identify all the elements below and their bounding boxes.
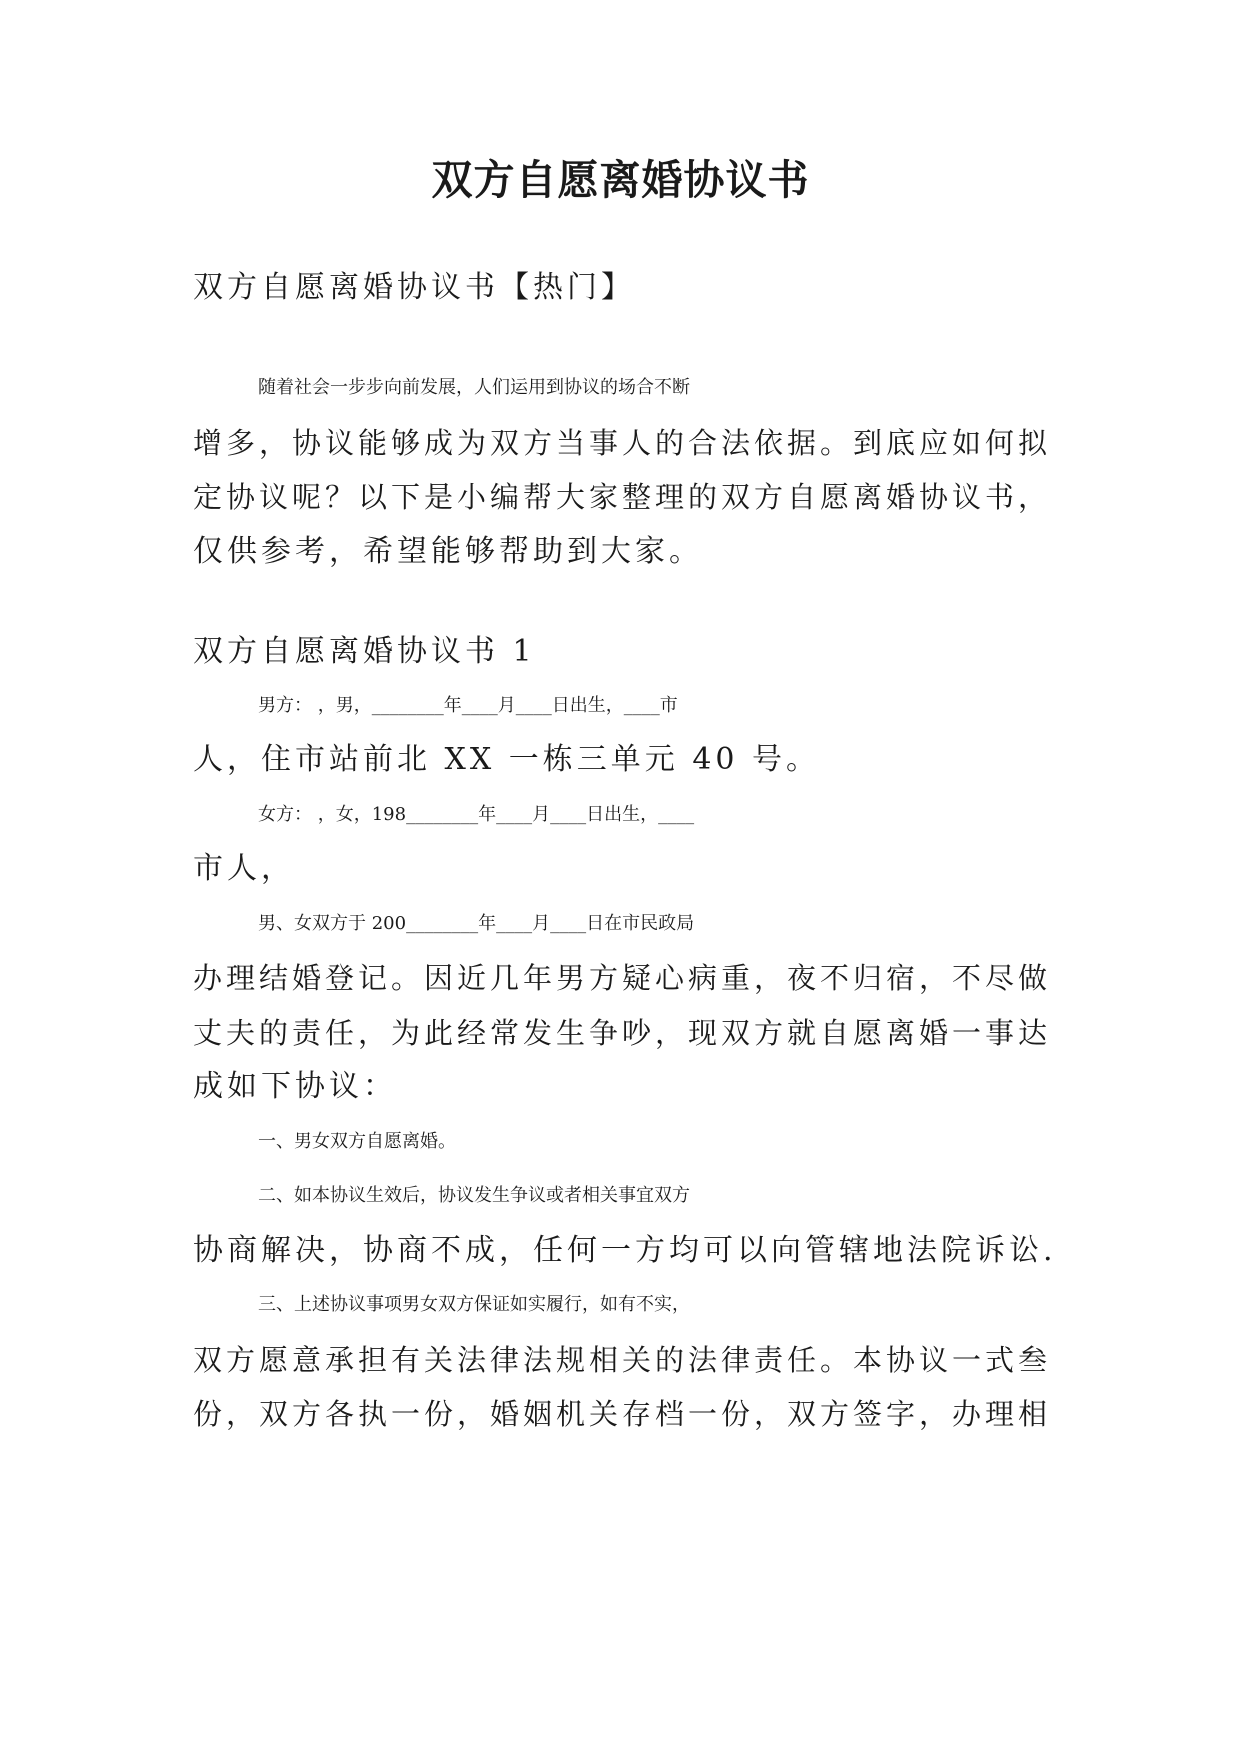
clause-3-line-2: 双方愿意承担有关法律法规相关的法律责任。本协议一式叁 [193, 1343, 1052, 1377]
male-party-line-2: 人，住市站前北 XX 一栋三单元 40 号。 [193, 742, 821, 777]
female-party-line-2: 市人， [193, 851, 295, 886]
document-subtitle: 双方自愿离婚协议书【热门】 [193, 270, 635, 305]
clause-1-line-1: 一、男女双方自愿离婚。 [258, 1131, 456, 1152]
intro-line-1: 随着社会一步步向前发展，人们运用到协议的场合不断 [258, 377, 690, 398]
clause-2-line-1: 二、如本协议生效后，协议发生争议或者相关事宜双方 [258, 1185, 690, 1206]
female-party-line-1: 女方： ，女，198________年____月____日出生，____ [258, 804, 695, 825]
background-line-4: 成如下协议： [193, 1069, 397, 1104]
document-title: 双方自愿离婚协议书 [431, 156, 810, 204]
background-line-2: 办理结婚登记。因近几年男方疑心病重，夜不归宿，不尽做 [193, 961, 1052, 995]
clause-3-line-1: 三、上述协议事项男女双方保证如实履行，如有不实， [258, 1294, 690, 1315]
male-party-line-1: 男方： ，男，________年____月____日出生，____市 [258, 695, 678, 716]
background-line-1: 男、女双方于 200________年____月____日在市民政局 [258, 913, 695, 934]
intro-line-4: 仅供参考，希望能够帮助到大家。 [193, 534, 703, 569]
background-line-3: 丈夫的责任，为此经常发生争吵，现双方就自愿离婚一事达 [193, 1016, 1052, 1050]
intro-line-2: 增多，协议能够成为双方当事人的合法依据。到底应如何拟 [193, 426, 1052, 460]
section-heading: 双方自愿离婚协议书 1 [193, 634, 536, 669]
clause-2-line-2: 协商解决，协商不成，任何一方均可以向管辖地法院诉讼. [193, 1233, 1057, 1268]
intro-line-3: 定协议呢？以下是小编帮大家整理的双方自愿离婚协议书， [193, 480, 1052, 514]
clause-3-line-3: 份，双方各执一份，婚姻机关存档一份，双方签字，办理相 [193, 1397, 1052, 1431]
